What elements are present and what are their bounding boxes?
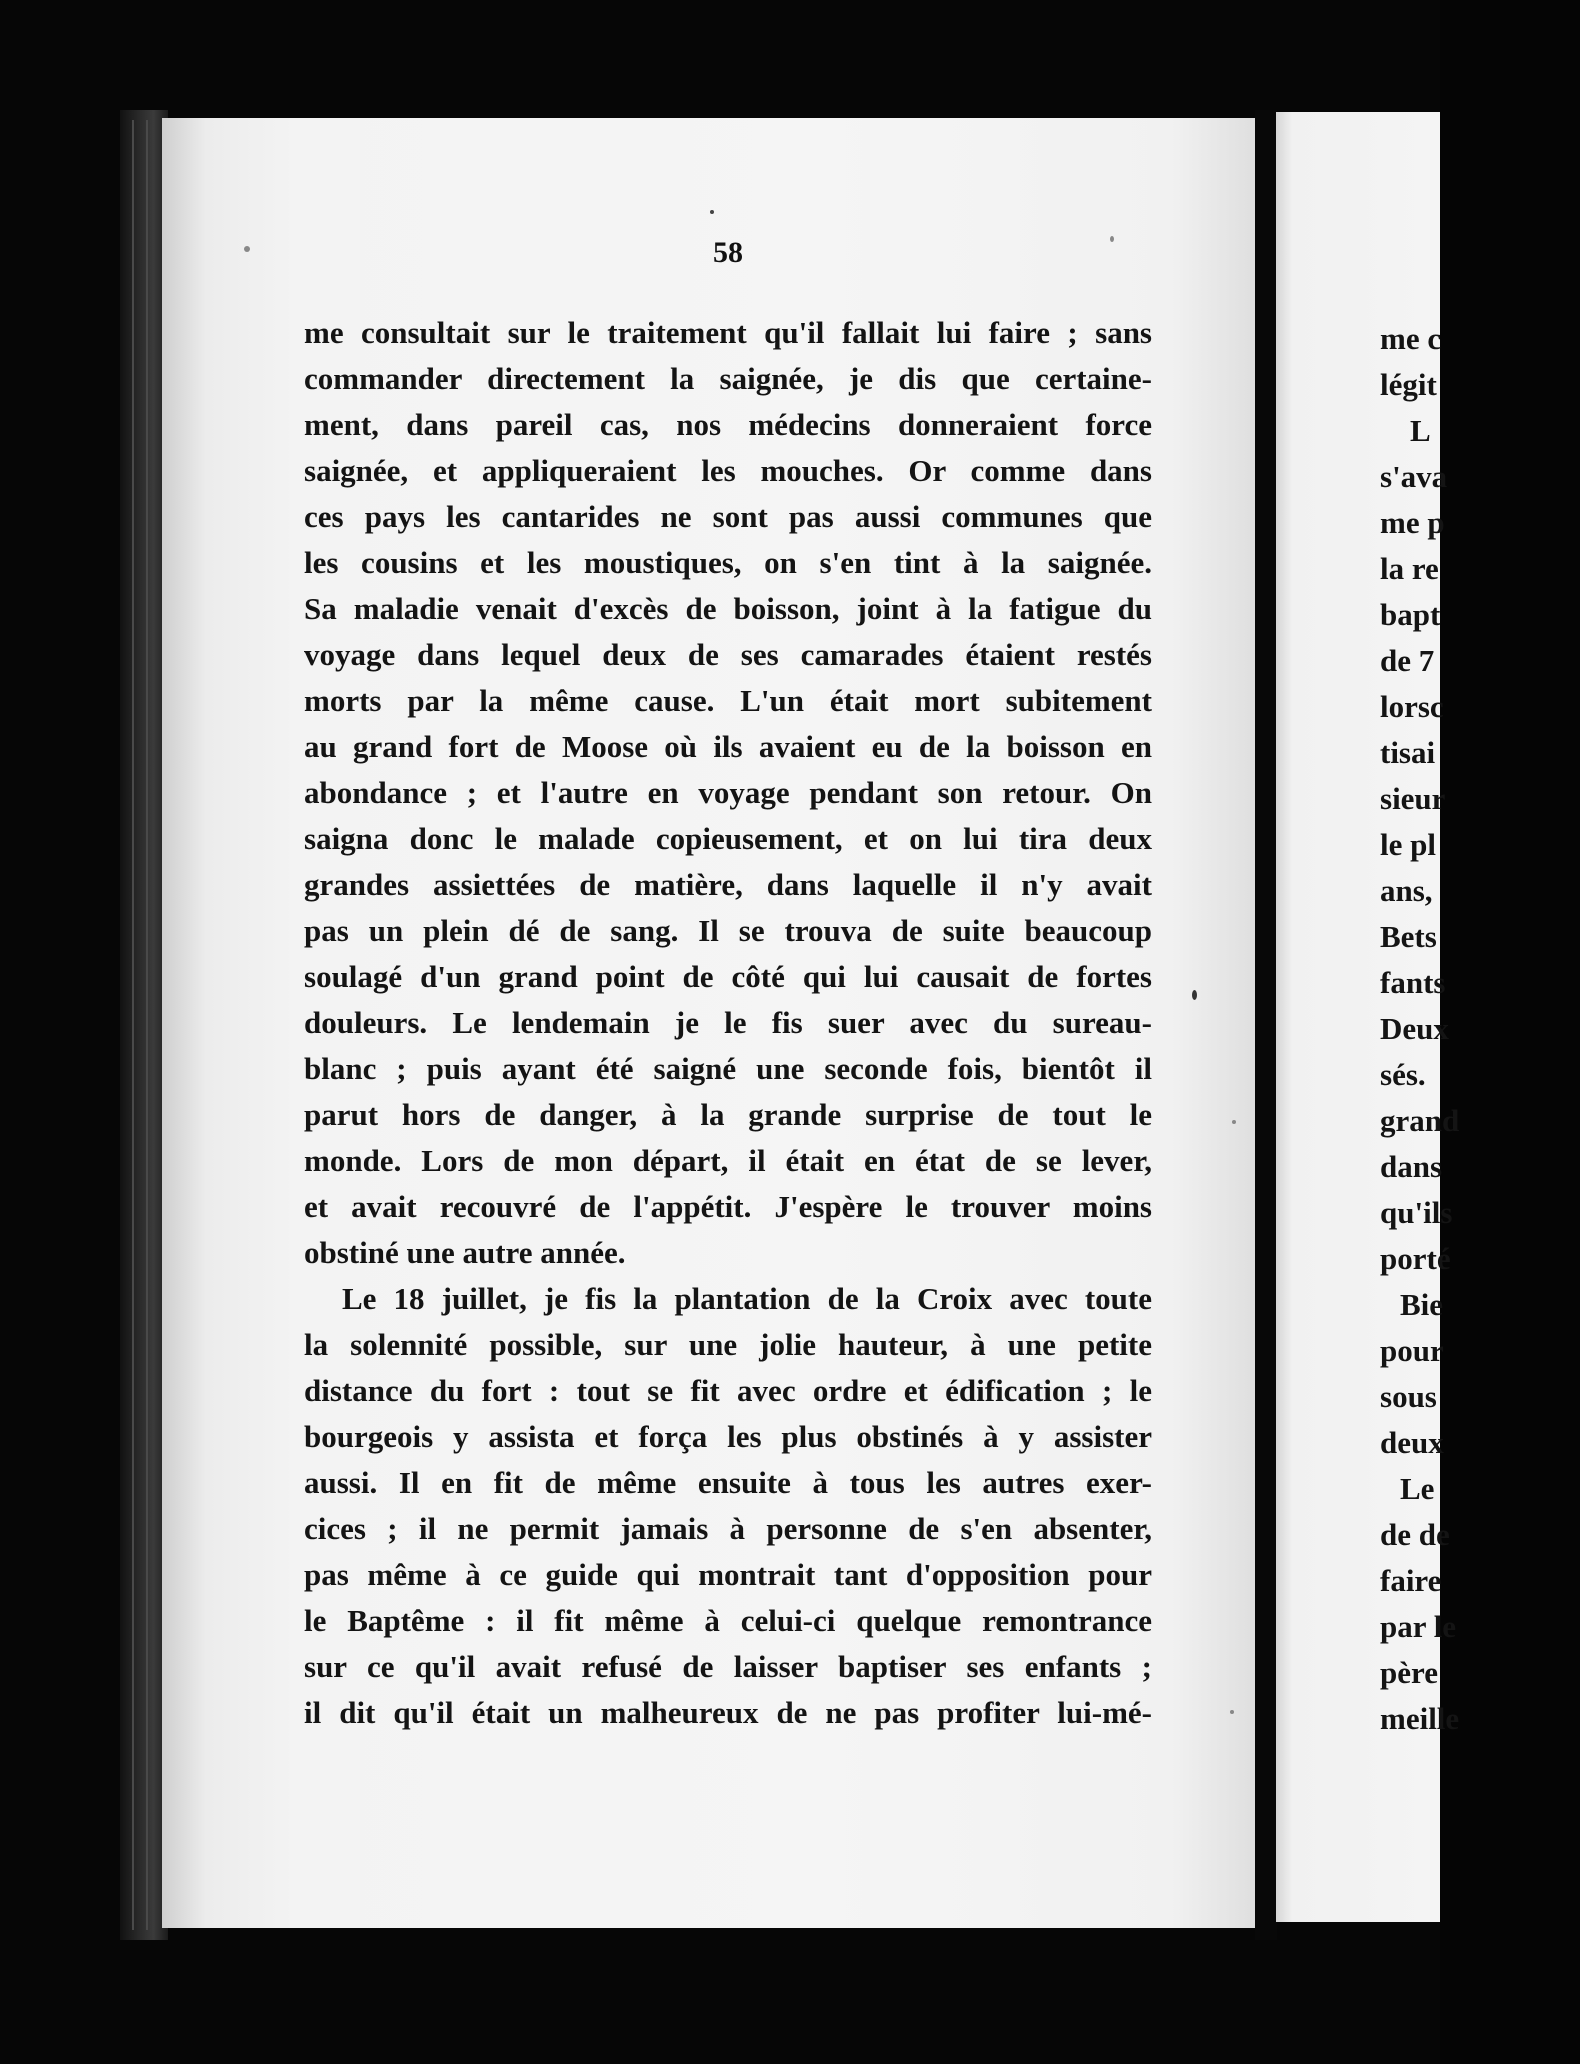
text-line: il dit qu'il était un malheureux de ne pas profiter lui-mé- xyxy=(304,1695,1152,1730)
text-line: sieur xyxy=(1380,781,1446,816)
text-line: Bets xyxy=(1380,919,1437,954)
text-line: ans, xyxy=(1380,873,1433,908)
book-spine xyxy=(120,110,168,1940)
text-line: Deux xyxy=(1380,1011,1449,1046)
text-line: faire xyxy=(1380,1563,1442,1598)
text-line: pour xyxy=(1380,1333,1444,1368)
spine-edge-line xyxy=(132,120,134,1930)
text-line: et avait recouvré de l'appétit. J'espère le trouver moins xyxy=(304,1189,1152,1224)
text-line: qu'ils xyxy=(1380,1195,1453,1230)
text-line: bourgeois y assista et força les plus obstinés à y assister xyxy=(304,1419,1152,1454)
text-line: me p xyxy=(1380,505,1445,540)
text-line: saignée, et appliqueraient les mouches. Or comme dans xyxy=(304,453,1152,488)
text-line: meille xyxy=(1380,1701,1460,1736)
text-line: me consultait sur le traitement qu'il fallait lui faire ; sans xyxy=(304,315,1152,350)
text-line: pas un plein dé de sang. Il se trouva de suite beaucoup xyxy=(304,913,1152,948)
text-line: fants xyxy=(1380,965,1446,1000)
text-line: ment, dans pareil cas, nos médecins donneraient force xyxy=(304,407,1152,442)
page-text xyxy=(304,310,1152,1736)
scan-speck xyxy=(1232,1120,1236,1124)
scan-speck xyxy=(244,246,250,252)
text-line: L xyxy=(1410,413,1431,448)
text-line: au grand fort de Moose où ils avaient eu de la boisson en xyxy=(304,729,1152,764)
scan-speck xyxy=(1192,990,1197,1000)
text-line: saigna donc le malade copieusement, et on lui tira deux xyxy=(304,821,1152,856)
text-line: deux xyxy=(1380,1425,1444,1460)
text-line: tisai xyxy=(1380,735,1436,770)
scan-speck xyxy=(710,210,714,214)
scan-speck xyxy=(1110,236,1114,242)
text-line: Bie xyxy=(1400,1287,1444,1322)
text-line: sous xyxy=(1380,1379,1437,1414)
text-line: distance du fort : tout se fit avec ordre et édification ; le xyxy=(304,1373,1152,1408)
text-line: le Baptême : il fit même à celui-ci quelque remontrance xyxy=(304,1603,1152,1638)
text-line: de de xyxy=(1380,1517,1450,1552)
text-line: commander directement la saignée, je dis que certaine- xyxy=(304,361,1152,396)
text-line: soulagé d'un grand point de côté qui lui causait de fortes xyxy=(304,959,1152,994)
text-line: grand xyxy=(1380,1103,1460,1138)
text-line: me c xyxy=(1380,321,1442,356)
text-line: par le xyxy=(1380,1609,1457,1644)
text-line: ces pays les cantarides ne sont pas aussi communes que xyxy=(304,499,1152,534)
text-line: de 7 xyxy=(1380,643,1435,678)
text-line: monde. Lors de mon départ, il était en état de se lever, xyxy=(304,1143,1152,1178)
text-line: Le xyxy=(1400,1471,1435,1506)
text-line: Sa maladie venait d'excès de boisson, joint à la fatigue du xyxy=(304,591,1152,626)
text-line: dans xyxy=(1380,1149,1443,1184)
text-line: aussi. Il en fit de même ensuite à tous les autres exer- xyxy=(304,1465,1152,1500)
text-line: grandes assiettées de matière, dans laquelle il n'y avait xyxy=(304,867,1152,902)
text-line: blanc ; puis ayant été saigné une seconde fois, bientôt il xyxy=(304,1051,1152,1086)
page-number: 58 xyxy=(713,236,743,269)
text-line: morts par la même cause. L'un était mort subitement xyxy=(304,683,1152,718)
text-line: obstiné une autre année. xyxy=(304,1235,626,1270)
text-line: légit xyxy=(1380,367,1437,402)
text-line: père xyxy=(1380,1655,1438,1690)
text-line: porté xyxy=(1380,1241,1451,1276)
text-line: s'ava xyxy=(1380,459,1448,494)
text-line: la re xyxy=(1380,551,1439,586)
page-gutter xyxy=(1255,110,1277,1940)
scan-speck xyxy=(1230,1710,1234,1714)
text-line: sur ce qu'il avait refusé de laisser baptiser ses enfants ; xyxy=(304,1649,1152,1684)
text-line: parut hors de danger, à la grande surprise de tout le xyxy=(304,1097,1152,1132)
text-line: bapt xyxy=(1380,597,1441,632)
text-line: sés. xyxy=(1380,1057,1426,1092)
text-line: le pl xyxy=(1380,827,1436,862)
text-line: Le 18 juillet, je fis la plantation de la Croix avec toute xyxy=(342,1281,1152,1316)
text-line: abondance ; et l'autre en voyage pendant son retour. On xyxy=(304,775,1152,810)
text-line: lorsc xyxy=(1380,689,1444,724)
right-page-text xyxy=(1380,316,1580,1742)
text-line: pas même à ce guide qui montrait tant d'opposition pour xyxy=(304,1557,1152,1592)
text-line: cices ; il ne permit jamais à personne de s'en absenter, xyxy=(304,1511,1152,1546)
text-line: voyage dans lequel deux de ses camarades étaient restés xyxy=(304,637,1152,672)
text-line: les cousins et les moustiques, on s'en tint à la saignée. xyxy=(304,545,1152,580)
spine-edge-line xyxy=(146,120,148,1930)
text-line: la solennité possible, sur une jolie hauteur, à une petite xyxy=(304,1327,1152,1362)
text-line: douleurs. Le lendemain je le fis suer avec du sureau- xyxy=(304,1005,1152,1040)
